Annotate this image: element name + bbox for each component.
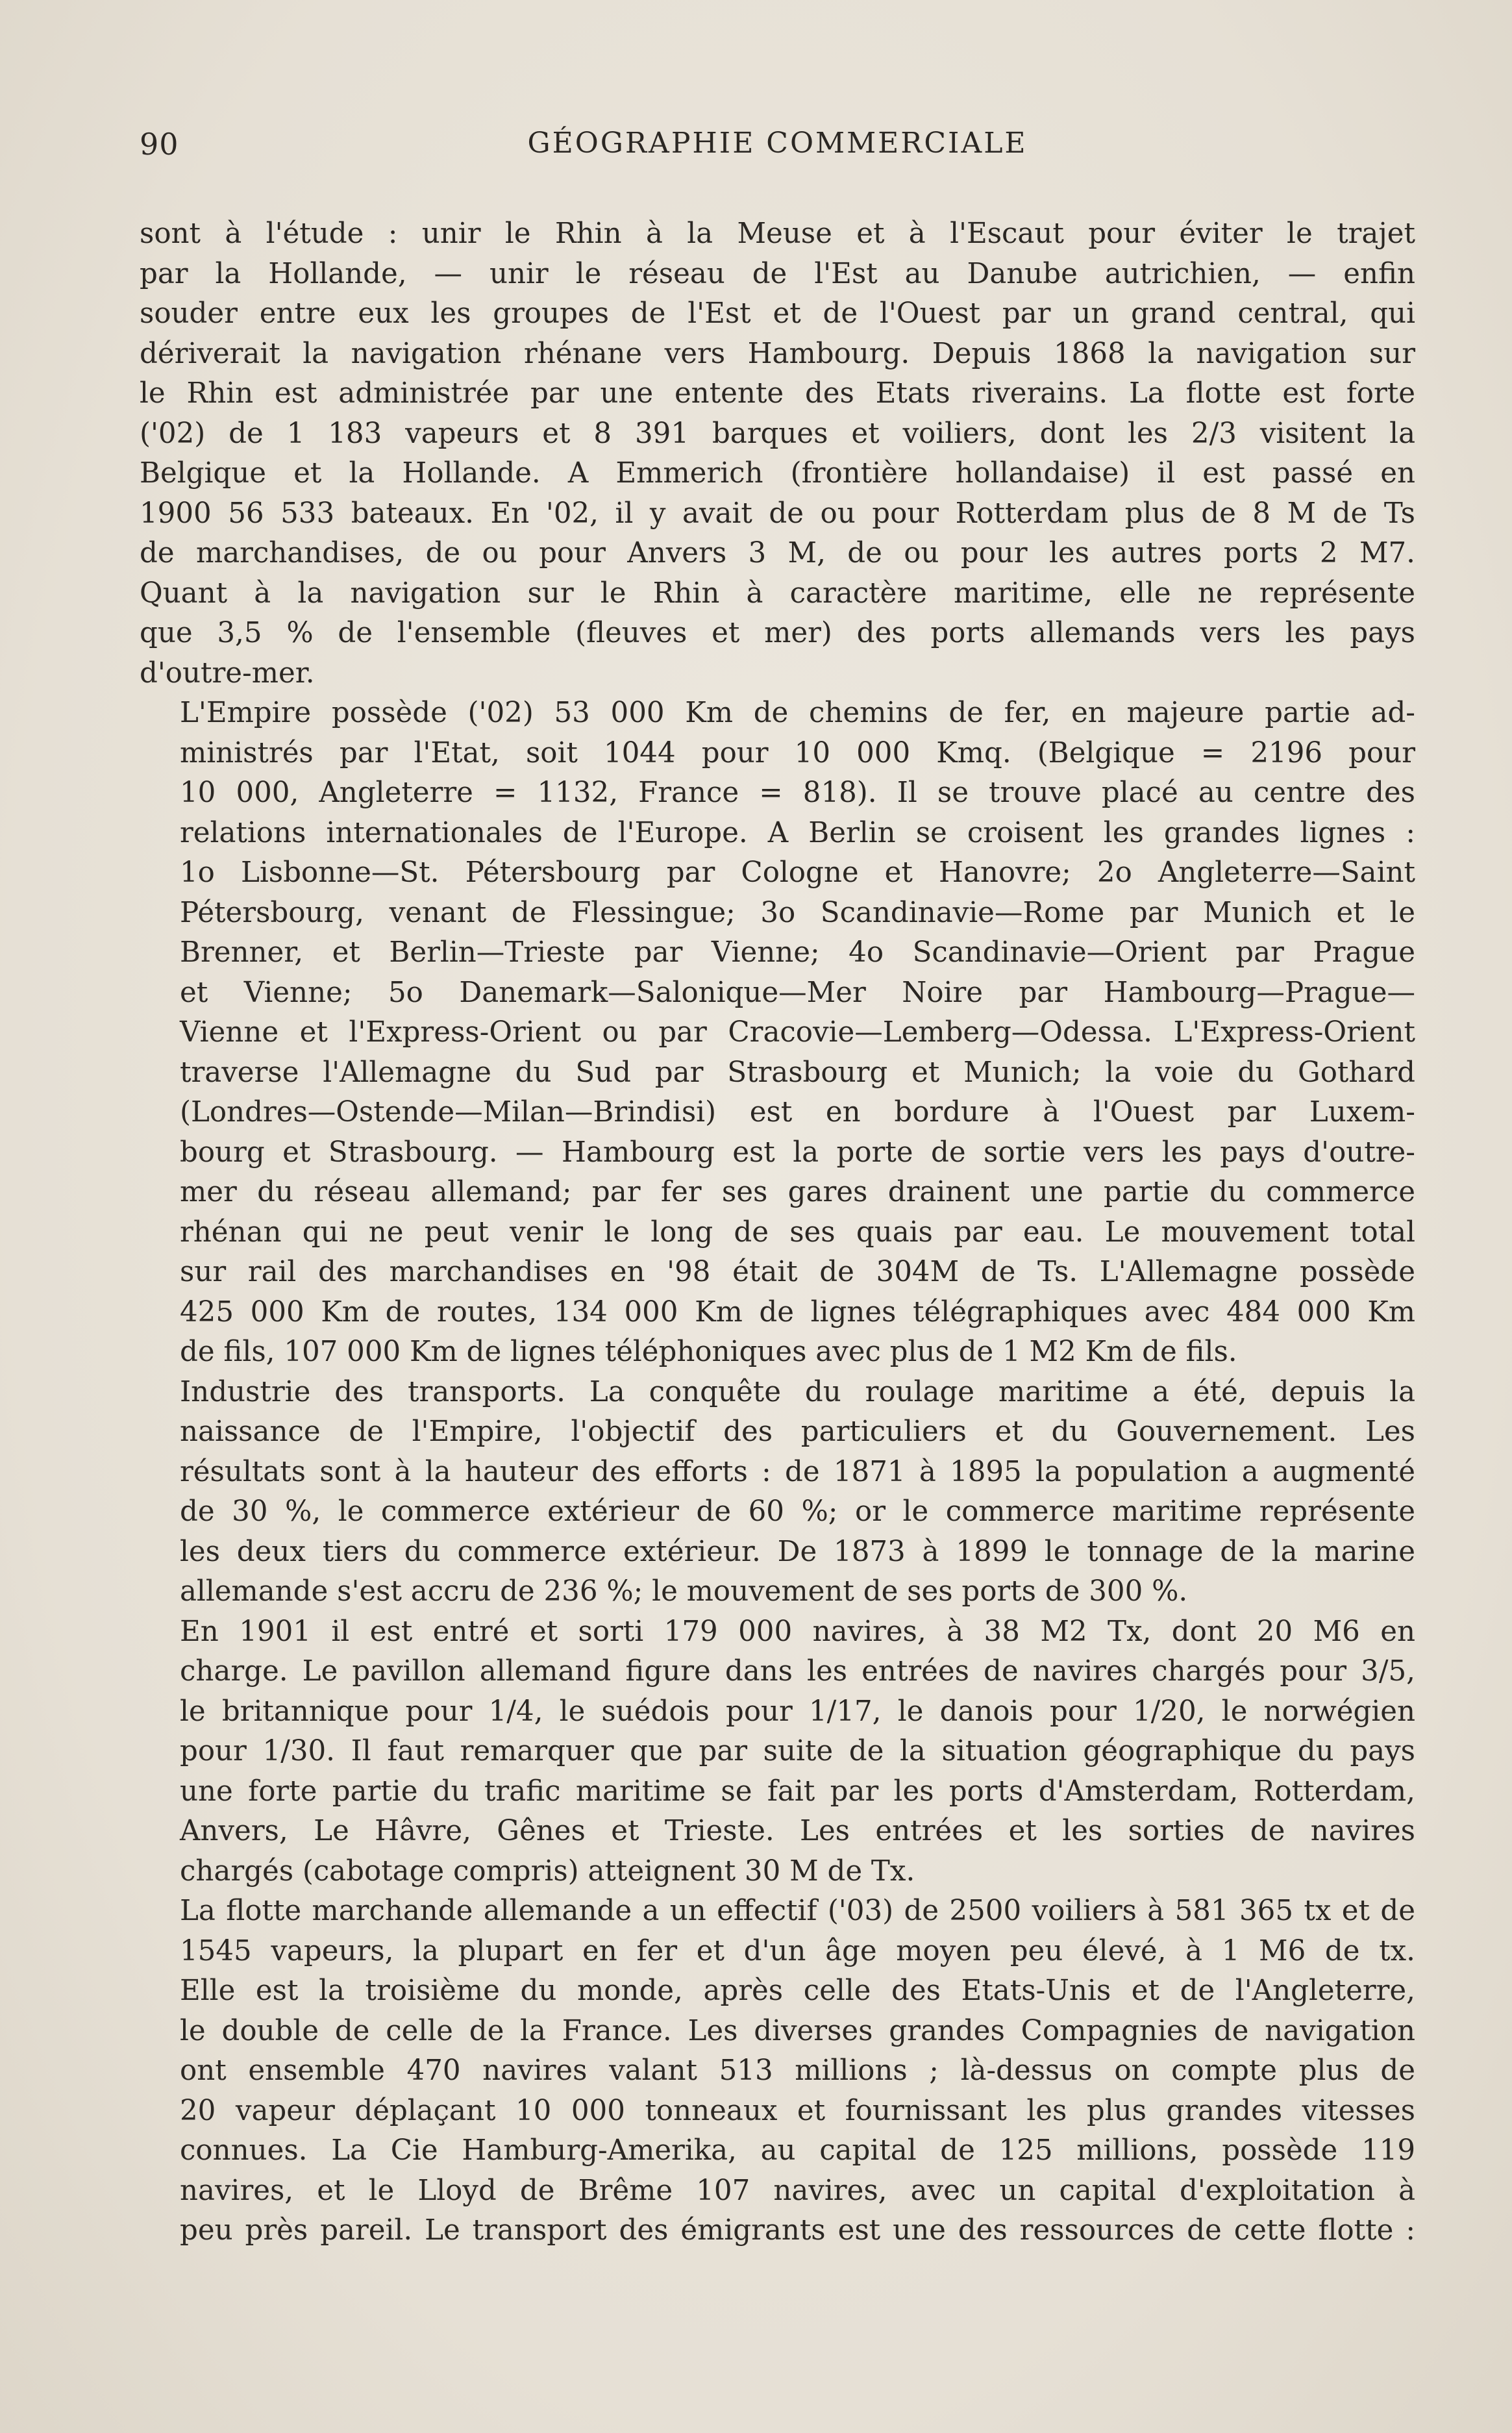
body-text [140,214,1415,2251]
page-number: 90 [140,127,179,162]
text-line: le double de celle de la France. Les diverses grandes Compagnies de navigation [180,2014,1415,2047]
text-line: charge. Le pavillon allemand figure dans les entrées de navires chargés pour 3/5, [180,1655,1415,1688]
text-line: 425 000 Km de routes, 134 000 Km de lignes télégraphiques avec 484 000 Km [180,1295,1415,1329]
paragraph [140,1373,1415,1612]
text-line: Quant à la navigation sur le Rhin à caractère maritime, elle ne représente [140,577,1415,610]
text-line: allemande s'est accru de 236 %; le mouvement de ses ports de 300 %. [180,1575,1188,1608]
text-line: peu près pareil. Le transport des émigrants est une des ressources de cette flotte : [180,2214,1415,2247]
text-line: bourg et Strasbourg. — Hambourg est la porte de sortie vers les pays d'outre- [180,1136,1415,1169]
text-line: Vienne et l'Express-Orient ou par Cracovie—Lemberg—Odessa. L'Express-Orient [180,1016,1415,1049]
running-title: GÉOGRAPHIE COMMERCIALE [527,127,1028,160]
text-line: de marchandises, de ou pour Anvers 3 M, de ou pour les autres ports 2 M7. [140,537,1415,569]
text-line: Elle est la troisième du monde, après celle des Etats-Unis et de l'Angleterre, [180,1975,1415,2007]
paragraph [140,693,1415,1373]
text-line: La flotte marchande allemande a un effectif ('03) de 2500 voiliers à 581 365 tx et de [180,1895,1415,1927]
text-line: 1545 vapeurs, la plupart en fer et d'un âge moyen peu élevé, à 1 M6 de tx. [180,1934,1415,1967]
text-line: 20 vapeur déplaçant 10 000 tonneaux et fournissant les plus grandes vitesses [180,2094,1415,2127]
text-line: de fils, 107 000 Km de lignes téléphoniques avec plus de 1 M2 Km de fils. [180,1336,1237,1368]
text-line: Brenner, et Berlin—Trieste par Vienne; 4o Scandinavie—Orient par Prague [180,936,1415,969]
text-line: ont ensemble 470 navires valant 513 millions ; là-dessus on compte plus de [180,2054,1415,2087]
text-line: dériverait la navigation rhénane vers Hambourg. Depuis 1868 la navigation sur [140,337,1415,370]
text-line: que 3,5 % de l'ensemble (fleuves et mer) des ports allemands vers les pays [140,617,1415,649]
text-line: une forte partie du trafic maritime se fait par les ports d'Amsterdam, Rotterdam, [180,1775,1415,1808]
text-line: 10 000, Angleterre = 1132, France = 818). Il se trouve placé au centre des [180,777,1415,809]
text-line: de 30 %, le commerce extérieur de 60 %; or le commerce maritime représente [180,1495,1415,1528]
text-line: sur rail des marchandises en '98 était de 304M de Ts. L'Allemagne possède [180,1256,1415,1288]
text-line: ('02) de 1 183 vapeurs et 8 391 barques et voiliers, dont les 2/3 visitent la [140,417,1415,450]
text-line: connues. La Cie Hamburg-Amerika, au capital de 125 millions, possède 119 [180,2134,1415,2167]
paragraph [140,1891,1415,2251]
text-line: 1o Lisbonne—St. Pétersbourg par Cologne et Hanovre; 2o Angleterre—Saint [180,856,1415,889]
text-line: ministrés par l'Etat, soit 1044 pour 10 000 Kmq. (Belgique = 2196 pour [180,736,1415,769]
text-line: et Vienne; 5o Danemark—Salonique—Mer Noire par Hambourg—Prague— [180,976,1415,1009]
text-line: chargés (cabotage compris) atteignent 30 M de Tx. [180,1854,915,1888]
paragraph [140,1612,1415,1892]
text-line: Industrie des transports. La conquête du roulage maritime a été, depuis la [180,1375,1415,1408]
text-line: (Londres—Ostende—Milan—Brindisi) est en bordure à l'Ouest par Luxem- [180,1096,1415,1129]
text-line: rhénan qui ne peut venir le long de ses quais par eau. Le mouvement total [180,1216,1415,1249]
paragraph [140,214,1415,693]
text-line: d'outre-mer. [140,656,315,690]
text-line: les deux tiers du commerce extérieur. De 1873 à 1899 le tonnage de la marine [180,1535,1415,1568]
text-line: Anvers, Le Hâvre, Gênes et Trieste. Les entrées et les sorties de navires [180,1815,1415,1847]
text-line: sont à l'étude : unir le Rhin à la Meuse et à l'Escaut pour éviter le trajet [140,218,1415,250]
text-line: navires, et le Lloyd de Brême 107 navires, avec un capital d'exploitation à [180,2174,1415,2207]
text-line: le Rhin est administrée par une entente des Etats riverains. La flotte est forte [140,377,1415,410]
text-line: par la Hollande, — unir le réseau de l'Est au Danube autrichien, — enfin [140,257,1415,290]
text-line: 1900 56 533 bateaux. En '02, il y avait de ou pour Rotterdam plus de 8 M de Ts [140,497,1415,530]
text-line: En 1901 il est entré et sorti 179 000 navires, à 38 M2 Tx, dont 20 M6 en [180,1615,1415,1648]
text-line: naissance de l'Empire, l'objectif des particuliers et du Gouvernement. Les [180,1416,1415,1448]
text-line: pour 1/30. Il faut remarquer que par suite de la situation géographique du pays [180,1735,1415,1767]
text-line: relations internationales de l'Europe. A Berlin se croisent les grandes lignes : [180,816,1415,849]
page-header [140,127,1415,179]
text-line: Pétersbourg, venant de Flessingue; 3o Scandinavie—Rome par Munich et le [180,896,1415,929]
text-line: mer du réseau allemand; par fer ses gares drainent une partie du commerce [180,1176,1415,1208]
text-line: L'Empire possède ('02) 53 000 Km de chemins de fer, en majeure partie ad- [180,697,1415,729]
text-line: Belgique et la Hollande. A Emmerich (frontière hollandaise) il est passé en [140,457,1415,490]
text-line: le britannique pour 1/4, le suédois pour 1/17, le danois pour 1/20, le norwégien [180,1695,1415,1728]
text-line: traverse l'Allemagne du Sud par Strasbourg et Munich; la voie du Gothard [180,1056,1415,1089]
text-line: résultats sont à la hauteur des efforts : de 1871 à 1895 la population a augmenté [180,1455,1415,1488]
text-line: souder entre eux les groupes de l'Est et de l'Ouest par un grand central, qui [140,297,1415,330]
